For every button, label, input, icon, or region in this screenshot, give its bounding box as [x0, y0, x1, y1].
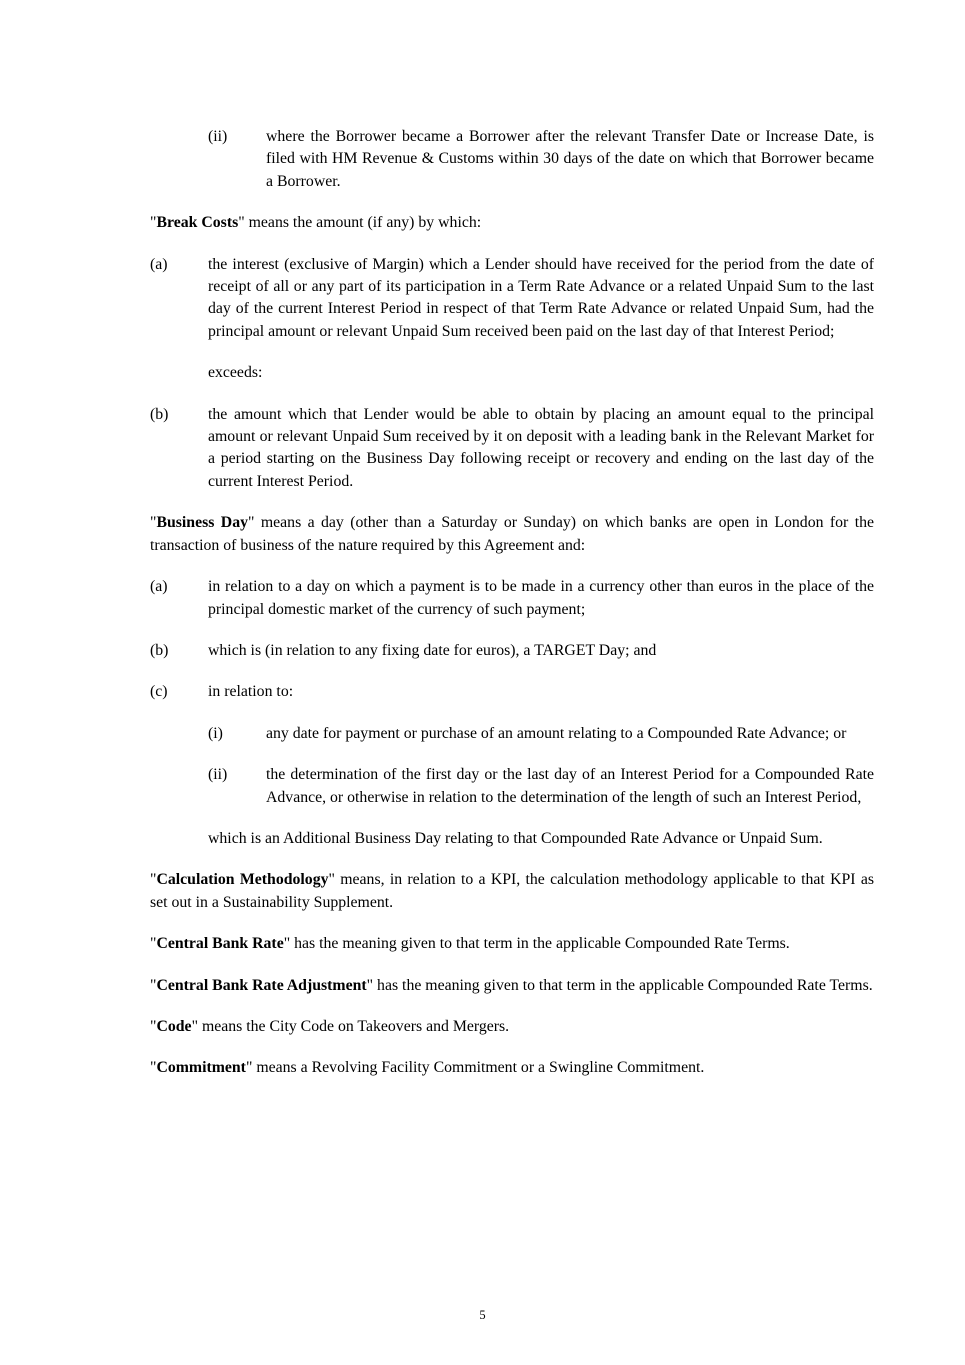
clause-business-day-a — [150, 576, 874, 621]
definition-open-quote: " — [150, 514, 157, 532]
clause-text: the determination of the first day or the last day of an Interest Period for a Compounded Rate Advance, or otherwise in relation to the determination of the length of such an Interest Period, — [266, 766, 874, 806]
clause-label: (i) — [208, 724, 223, 742]
clause-break-costs-b — [150, 404, 874, 494]
clause-business-day-c-ii — [208, 764, 874, 809]
definition-text: " means the City Code on Takeovers and Mergers. — [191, 1017, 510, 1035]
clause-business-day-c-i — [208, 723, 874, 745]
connector-exceeds: exceeds: — [208, 364, 263, 382]
definition-term: Code — [156, 1017, 192, 1035]
definition-open-quote: " — [150, 1059, 157, 1077]
clause-text: in relation to a day on which a payment is to be made in a currency other than euros in the place of the principal domestic market of the currency of such payment; — [208, 578, 874, 618]
clause-label: (a) — [150, 255, 168, 273]
definition-open-quote: " — [150, 214, 157, 232]
clause-label: (b) — [150, 641, 169, 659]
definition-text: " means, in relation to a KPI, the calculation methodology applicable to that KPI as set out in a Sustainability Supplement. — [150, 871, 874, 911]
definition-central-bank-rate-adjustment — [150, 975, 874, 997]
clause-text: in relation to: — [208, 683, 294, 701]
clause-transfer-date — [208, 126, 874, 193]
clause-text: where the Borrower became a Borrower after the relevant Transfer Date or Increase Date, is filed with HM Revenue & Customs within 30 days of the date on which that Borrower became a Borrower. — [266, 128, 874, 190]
clause-business-day-tail: which is an Additional Business Day relating to that Compounded Rate Advance or Unpaid Sum. — [208, 829, 823, 847]
definition-central-bank-rate — [150, 933, 874, 955]
clause-label: (c) — [150, 683, 168, 701]
clause-business-day-c — [150, 681, 874, 703]
definition-term: Commitment — [156, 1059, 246, 1077]
clause-label: (ii) — [208, 766, 228, 784]
document-body — [150, 126, 874, 1099]
clause-text: the interest (exclusive of Margin) which a Lender should have received for the period from the date of receipt of all or any part of its participation in a Term Rate Advance or a related Unpaid Sum to the last day of the current Interest Period in respect of that Term Rate Advance or related Unpaid Sum, had the principal amount or relevant Unpaid Sum received been paid on the last day of that Interest Period; — [208, 255, 874, 340]
definition-commitment — [150, 1057, 874, 1079]
clause-text: any date for payment or purchase of an amount relating to a Compounded Rate Advance; or — [266, 724, 847, 742]
clause-text: the amount which that Lender would be able to obtain by placing an amount equal to the principal amount or relevant Unpaid Sum received by it on deposit with a leading bank in the Relevant Market for a period starting on the Business Day following receipt or recovery and ending on the last day of the current Interest Period. — [208, 405, 874, 490]
definition-code — [150, 1016, 874, 1038]
clause-business-day-b — [150, 640, 874, 662]
definition-text: " means a Revolving Facility Commitment or a Swingline Commitment. — [245, 1059, 705, 1077]
definition-term: Break Costs — [156, 214, 239, 232]
definition-text: " means the amount (if any) by which: — [238, 214, 482, 232]
definition-text: " has the meaning given to that term in the applicable Compounded Rate Terms. — [283, 935, 790, 953]
definition-open-quote: " — [150, 1017, 157, 1035]
definition-text: " means a day (other than a Saturday or Sunday) on which banks are open in London for the transaction of business of the nature required by this Agreement and: — [150, 514, 875, 554]
definition-calculation-methodology — [150, 869, 874, 914]
definition-term: Business Day — [156, 514, 249, 532]
clause-break-costs-a — [150, 254, 874, 344]
clause-label: (b) — [150, 405, 169, 423]
definition-term: Central Bank Rate — [156, 935, 284, 953]
definition-break-costs — [150, 212, 874, 234]
clause-label: (a) — [150, 578, 168, 596]
definition-term: Calculation Methodology — [156, 871, 329, 889]
definition-open-quote: " — [150, 976, 157, 994]
definition-text: " has the meaning given to that term in the applicable Compounded Rate Terms. — [366, 976, 873, 994]
definition-open-quote: " — [150, 935, 157, 953]
definition-open-quote: " — [150, 871, 157, 889]
clause-text: which is (in relation to any fixing date for euros), a TARGET Day; and — [208, 641, 657, 659]
definition-business-day — [150, 512, 874, 557]
definition-term: Central Bank Rate Adjustment — [156, 976, 367, 994]
clause-label: (ii) — [208, 128, 228, 145]
page-number: 5 — [479, 1308, 486, 1322]
